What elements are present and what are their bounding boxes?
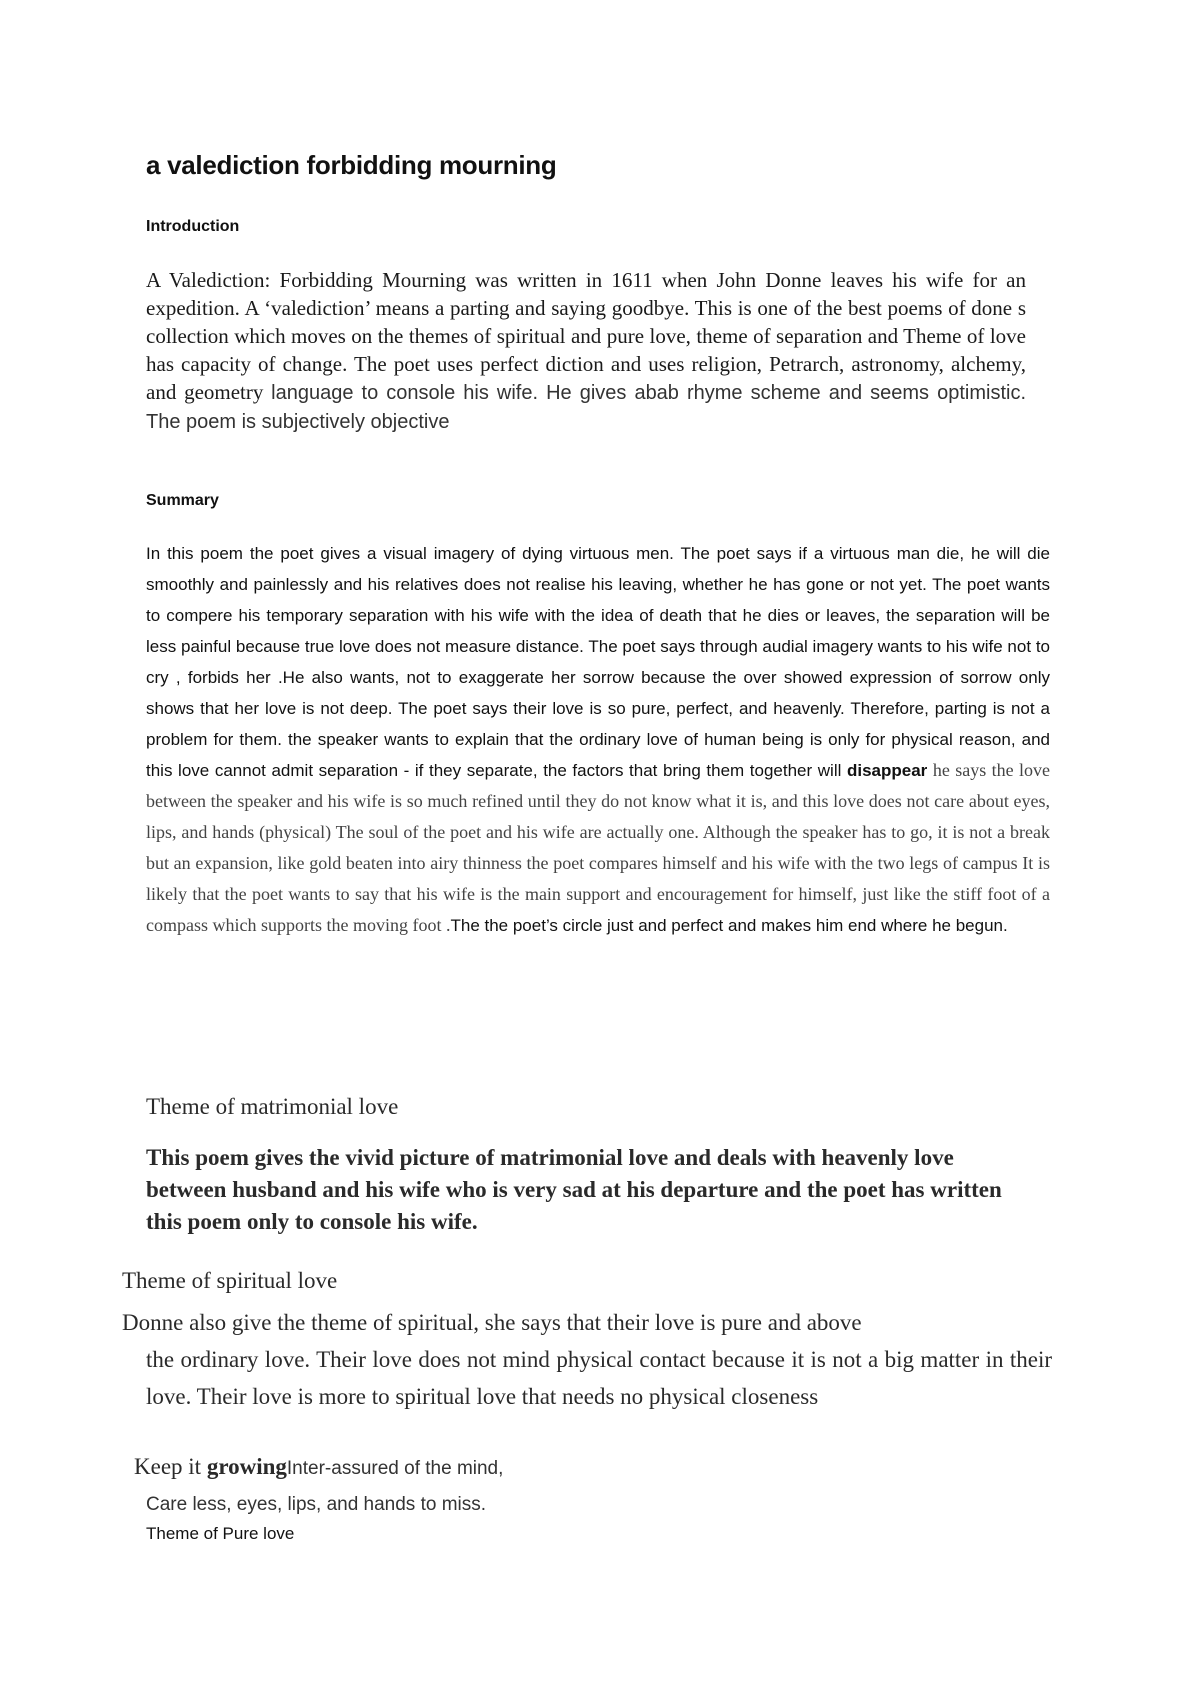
document-title: a valediction forbidding mourning (146, 150, 557, 180)
quote-line1: Inter-assured of the mind, (286, 1458, 504, 1479)
theme-spiritual-rest: the ordinary love. Their love does not mind physical contact because it is not a big matter in their love. Their love is more to spiritual love that needs no physical closeness (146, 1347, 1052, 1409)
quote-lead (134, 1454, 287, 1479)
introduction-text-serif: A Valediction: Forbidding Mourning was written in 1611 when John Donne leaves his wife for an expedition. A ‘valediction’ means a parting and saying goodbye. This is one of the best poems of done s collection which moves on the themes of spiritual and pure love, theme of separation and Theme of love has capacity of change. The poet uses perfect diction and uses religion, Petrarch, astronomy, alchemy, and geometry (146, 268, 1026, 404)
theme-spiritual-line1: Donne also give the theme of spiritual, she says that their love is pure and above (122, 1310, 862, 1335)
summary-part1: In this poem the poet gives a visual imagery of dying virtuous men. The poet says if a virtuous man die, he will die smoothly and painlessly and his relatives does not realise his leaving, whether he has gone or not yet. The poet wants to compere his temporary separation with his wife with the idea of death that he dies or leaves, the separation will be less painful because true love does not measure distance. The poet says through audial imagery wants to his wife not to cry , forbids her .He also wants, not to exaggerate her sorrow because the over showed expression of sorrow only shows that her love is not deep. The poet says their love is so pure, perfect, and heavenly. Therefore, parting is not a problem for them. the speaker wants to explain that the ordinary love of human being is only for physical reason, and this love cannot admit separation - if they separate, the factors that bring them together will (146, 544, 1050, 780)
summary-part2: he says the love between the speaker and his wife is so much refined until they do not know what it is, and this love does not care about eyes, lips, and hands (physical) The soul of the poet and his wife are actually one. Although the speaker has to go, it is not a break but an expansion, like gold beaten into airy thinness the poet compares himself and his wife with the two legs of campus It is likely that the poet wants to say that his wife is the main support and encouragement for himself, just like the stiff foot of a compass which supports the moving foot . (146, 760, 1050, 935)
quote-lead-bold: growing (206, 1454, 287, 1479)
theme-spiritual-heading: Theme of spiritual love (122, 1268, 338, 1293)
quote-lead-plain: Keep it (134, 1454, 207, 1479)
introduction-paragraph (146, 266, 1026, 436)
introduction-text-sans: language to console his wife. He gives abab rhyme scheme and seems optimistic. The poem is subjectively objective (146, 382, 1027, 433)
theme-matrimonial-body: This poem gives the vivid picture of matrimonial love and deals with heavenly love between husband and his wife who is very sad at his departure and the poet has written this poem only to console his wife. (146, 1145, 1002, 1234)
summary-heading: Summary (146, 492, 219, 509)
summary-part3: The the poet’s circle just and perfect and makes him end where he begun. (450, 916, 1008, 935)
poem-quote-line1 (134, 1452, 503, 1484)
summary-bold-word: disappear (846, 761, 928, 780)
introduction-heading: Introduction (146, 218, 240, 235)
poem-quote-line2: Care less, eyes, lips, and hands to miss. (146, 1494, 487, 1515)
summary-paragraph (146, 538, 1050, 941)
theme-matrimonial-heading: Theme of matrimonial love (146, 1094, 399, 1119)
theme-spiritual-body (122, 1304, 1052, 1415)
theme-pure-heading: Theme of Pure love (146, 1524, 295, 1543)
